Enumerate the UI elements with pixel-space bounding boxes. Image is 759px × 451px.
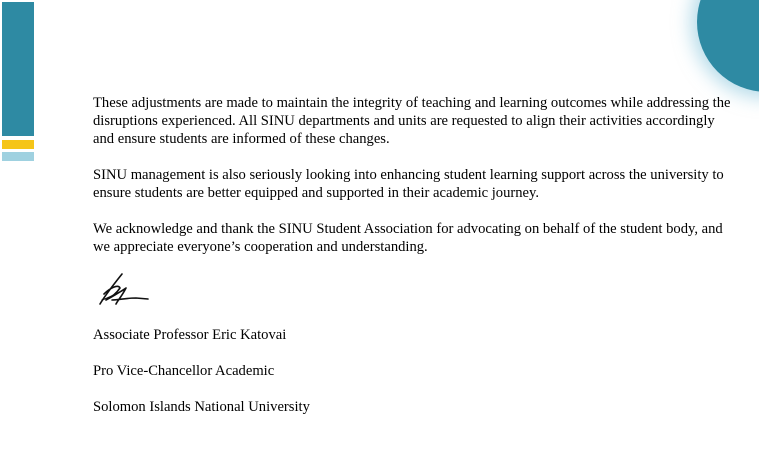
paragraph-acknowledgement: We acknowledge and thank the SINU Student Association for advocating on behalf of the student body, and we appreciate everyone’s cooperation and understanding.	[93, 221, 723, 255]
signatory-institution: Solomon Islands National University	[93, 399, 310, 415]
letterhead-teal-bar	[2, 2, 34, 136]
signatory-position: Pro Vice-Chancellor Academic	[93, 363, 275, 379]
handwritten-signature	[96, 270, 152, 310]
letter-body	[93, 94, 733, 274]
letterhead-light-blue-stripe	[2, 152, 34, 161]
letterhead-corner-circle	[697, 0, 759, 92]
paragraph-adjustments: These adjustments are made to maintain the integrity of teaching and learning outcomes while addressing the disruptions experienced. All SINU departments and units are requested to align their activities accordingly and ensure students are informed of these changes.	[93, 95, 731, 147]
paragraph-learning-support: SINU management is also seriously looking into enhancing student learning support across the university to ensure students are better equipped and supported in their academic journey.	[93, 167, 724, 201]
letterhead-yellow-stripe	[2, 140, 34, 149]
signatory-name: Associate Professor Eric Katovai	[93, 327, 287, 343]
